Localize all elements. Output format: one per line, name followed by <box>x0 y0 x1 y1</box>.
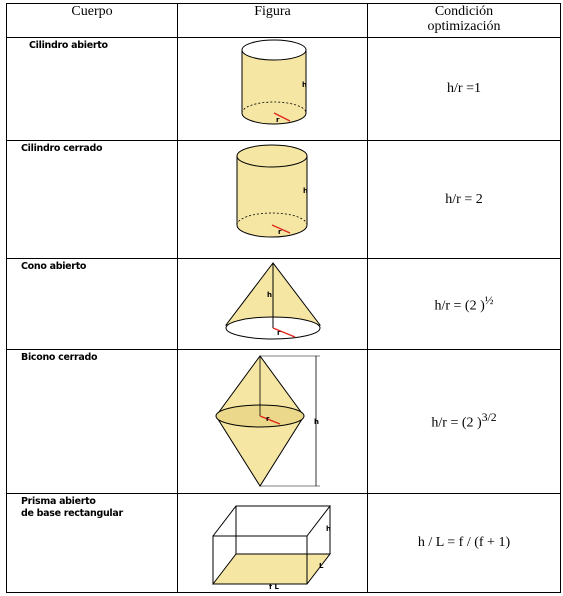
body-name: Bicono cerrado <box>21 352 98 363</box>
figure-cell <box>178 38 368 141</box>
body-name: Cilindro cerrado <box>21 143 103 154</box>
figure-cell <box>178 259 368 350</box>
body-name: Cilindro abierto <box>29 40 108 51</box>
body-name <box>7 494 177 520</box>
closed-bicone-figure <box>178 350 368 493</box>
condition-exponent: 3/2 <box>481 411 497 425</box>
table-row <box>7 141 561 259</box>
figure-cell <box>178 494 368 593</box>
header-condicion-line2: optimización <box>427 19 501 34</box>
h-label: h <box>303 187 308 195</box>
figure-cell <box>178 141 368 259</box>
h-label: h <box>326 525 331 533</box>
condition-exponent: ½ <box>484 293 494 307</box>
header-condicion <box>368 4 561 38</box>
condition-cell: h / L = f / (f + 1) <box>368 494 561 593</box>
r-label: r <box>276 116 280 124</box>
body-name-line2: de base rectangular <box>21 508 123 519</box>
optimization-table <box>6 3 561 593</box>
table-row <box>7 350 561 494</box>
figure-cell <box>178 350 368 494</box>
header-cuerpo: Cuerpo <box>7 4 178 38</box>
header-row <box>7 4 561 38</box>
open-cone-figure <box>178 259 368 349</box>
condition-cell: h/r = 2 <box>368 141 561 259</box>
r-label: r <box>277 329 281 337</box>
h-label: h <box>302 81 307 89</box>
h-label: h <box>267 291 272 299</box>
r-label: r <box>278 228 282 236</box>
header-figura: Figura <box>178 4 368 38</box>
condition-cell: h/r =1 <box>368 38 561 141</box>
condition-main: h/r = (2 ) <box>431 415 482 431</box>
open-rectangular-prism-figure <box>178 494 368 592</box>
condition-main: h/r = (2 ) <box>434 298 485 314</box>
condition-cell <box>368 350 561 494</box>
l-label: L <box>319 562 324 570</box>
closed-cylinder-figure <box>178 141 368 258</box>
body-name: Cono abierto <box>21 261 87 272</box>
body-name-line1: Prisma abierto <box>21 496 96 507</box>
table-row <box>7 38 561 141</box>
r-label: r <box>266 415 270 423</box>
h-label: h <box>314 418 319 426</box>
condition-cell <box>368 259 561 350</box>
open-cylinder-figure <box>178 38 368 140</box>
table-row <box>7 494 561 593</box>
table-row <box>7 259 561 350</box>
fl-label: f L <box>269 583 279 591</box>
header-condicion-line1: Condición <box>434 4 494 19</box>
